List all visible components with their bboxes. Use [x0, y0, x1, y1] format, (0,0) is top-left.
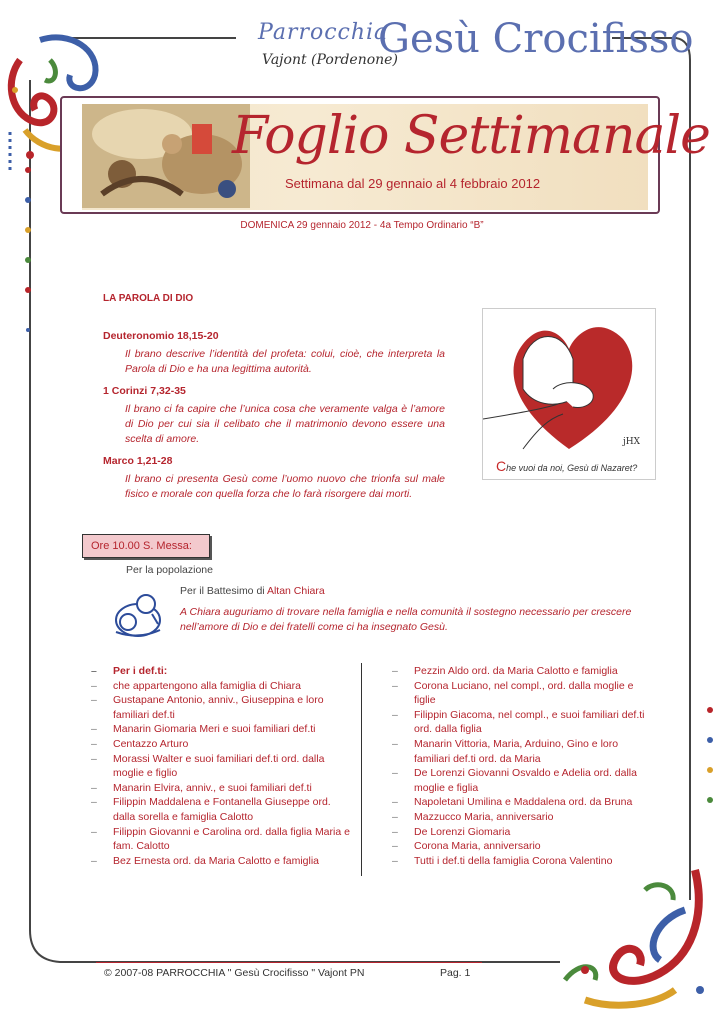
- defunti-list: [392, 664, 657, 868]
- fresco-image: [82, 104, 250, 208]
- ornament-left-strip-icon: [14, 160, 44, 460]
- reading-ref: 1 Corinzi 7,32-35: [103, 385, 186, 397]
- banner-title: Foglio Settimanale: [232, 106, 710, 166]
- defunto-item: – Bez Ernesta ord. da Maria Calotto e famiglia: [91, 854, 353, 869]
- parola-heading: LA PAROLA DI DIO: [103, 293, 194, 304]
- reading-text: Il brano ci fa capire che l’unica cosa che veramente valga è l’amore di Dio per cui sia il celibato che il matrimonio devono essere una scelta di amore.: [125, 403, 445, 445]
- banner-week: Settimana dal 29 gennaio al 4 febbraio 2012: [285, 176, 541, 191]
- defunto-item: – Mazzucco Maria, anniversario: [392, 810, 657, 825]
- baptism-wish: A Chiara auguriamo di trovare nella famiglia e nella comunità il sostegno necessario per crescere nell’amore di Dio e dei fratelli come ci ha insegnato Gesù.: [180, 606, 632, 633]
- defunto-item: – Corona Luciano, nel compl., ord. dalla moglie e figlie: [392, 679, 657, 708]
- page-number: Pag. 1: [440, 967, 471, 979]
- footer-copyright: © 2007-08 PARROCCHIA " Gesù Crocifisso " Vajont PN: [104, 967, 365, 979]
- defunto-item: – Pezzin Aldo ord. da Maria Calotto e famiglia: [392, 664, 657, 679]
- baptism-icon: [108, 590, 168, 640]
- heart-illustration: [482, 308, 656, 480]
- sunday-date: DOMENICA 29 gennaio 2012 - 4a Tempo Ordinario “B”: [240, 220, 484, 231]
- defunto-item: – Centazzo Arturo: [91, 737, 353, 752]
- defunto-item: – Filippin Giacoma, nel compl., e suoi familiari def.ti ord. dalla figlia: [392, 708, 657, 737]
- defunto-item: – Manarin Vittoria, Maria, Arduino, Gino e loro familiari def.ti ord. da Maria: [392, 737, 657, 766]
- reading-text: Il brano ci presenta Gesù come l’uomo nuovo che trionfa sul male fisico e morale con quella forza che lo farà risorgere dai morti.: [125, 473, 445, 500]
- defunto-item: – Corona Maria, anniversario: [392, 839, 657, 854]
- caption-initial: C: [496, 458, 507, 474]
- defunti-right-column: [392, 664, 657, 868]
- defunto-item: – Gustapane Antonio, anniv., Giuseppina e loro familiari def.ti: [91, 693, 353, 722]
- signature-text: jHX: [623, 437, 641, 447]
- baptism-line: [180, 585, 325, 597]
- parish-location: Vajont (Pordenone): [262, 52, 398, 68]
- caption-text: he vuoi da noi, Gesù di Nazaret?: [506, 463, 638, 473]
- defunto-item: – Filippin Maddalena e Fontanella Giuseppe ord. dalla sorella e famiglia Calotto: [91, 795, 353, 824]
- heart-caption: [496, 458, 637, 474]
- defunto-item: – che appartengono alla famiglia di Chiara: [91, 679, 353, 694]
- defunti-left-column: [91, 664, 353, 868]
- defunto-item: – Manarin Giomaria Meri e suoi familiari def.ti: [91, 722, 353, 737]
- baptism-prefix: Per il Battesimo di: [180, 585, 267, 597]
- mass-intention: Per la popolazione: [126, 564, 213, 576]
- reading-text: Il brano descrive l’identità del profeta: colui, cioè, che interpreta la Parola di Dio e ha una legittima autorità.: [125, 348, 445, 375]
- ornament-bottom-right-icon: [545, 850, 715, 1020]
- defunto-item: – Morassi Walter e suoi familiari def.ti ord. dalla moglie e figlio: [91, 752, 353, 781]
- defunto-item: – De Lorenzi Giomaria: [392, 825, 657, 840]
- baptism-name: Altan Chiara: [266, 585, 325, 597]
- ornament-right-strip-icon: [700, 700, 724, 850]
- defunto-item: – Tutti i def.ti della famiglia Corona Valentino: [392, 854, 657, 869]
- defunto-item: – De Lorenzi Giovanni Osvaldo e Adelia ord. dalla moglie e figlia: [392, 766, 657, 795]
- defunto-item: – Filippin Giovanni e Carolina ord. dalla figlia Maria e fam. Calotto: [91, 825, 353, 854]
- heart-icon: [483, 309, 655, 459]
- mass-time-label: Ore 10.00 S. Messa:: [82, 534, 210, 558]
- column-divider: [361, 663, 362, 876]
- footer-rule: [96, 962, 482, 963]
- defunti-list: [91, 664, 353, 868]
- defunto-item: – Napoletani Umilina e Maddalena ord. da Bruna: [392, 795, 657, 810]
- defunto-item: – Per i def.ti:: [91, 664, 353, 679]
- parish-name: Gesù Crocifisso: [378, 16, 694, 62]
- parish-label: Parrocchia: [258, 20, 389, 45]
- defunto-item: – Manarin Elvira, anniv., e suoi familiari def.ti: [91, 781, 353, 796]
- reading-ref: Deuteronomio 18,15-20: [103, 330, 219, 342]
- reading-ref: Marco 1,21-28: [103, 455, 173, 467]
